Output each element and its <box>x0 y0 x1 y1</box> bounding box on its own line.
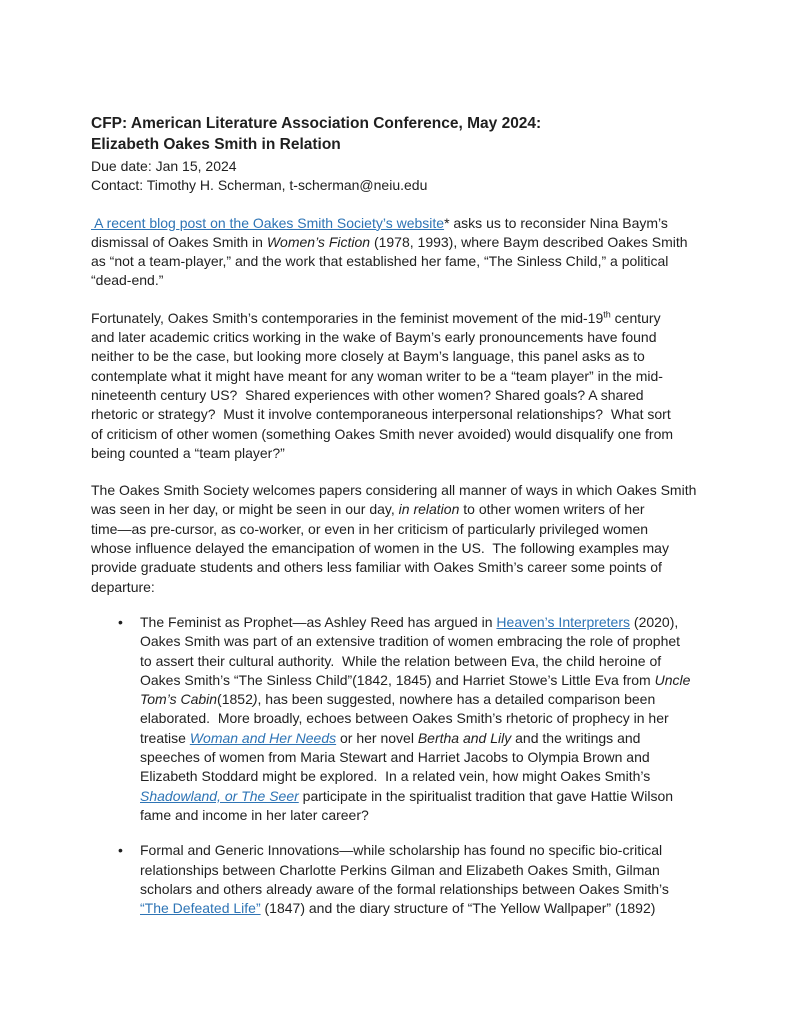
text-run: Oakes Smith’s “The Sinless Child”(1842, 1845) and Harriet Stowe’s Little Eva from <box>140 671 655 688</box>
text-run: Due date: Jan 15, 2024 <box>91 158 237 174</box>
hyperlink[interactable]: Shadowland, or The Seer <box>140 787 299 804</box>
text-run: The Oakes Smith Society welcomes papers considering all manner of ways in which Oakes Smith <box>91 482 697 499</box>
text-run: neither to be the case, but looking more closely at Baym’s language, this panel asks as to <box>91 348 645 365</box>
text-line <box>91 309 731 328</box>
text-run: century <box>610 309 661 326</box>
text-line <box>140 880 731 899</box>
text-line <box>91 134 731 155</box>
text-run: (1978, 1993), where Baym described Oakes Smith <box>370 233 688 250</box>
text-line <box>140 861 731 880</box>
text-run: as “not a team-player,” and the work that established her fame, “The Sinless Child,” a political <box>91 253 669 270</box>
text-run: Contact: Timothy H. Scherman, t-scherman@neiu.edu <box>91 177 428 194</box>
text-run: * asks us to reconsider Nina Baym’s <box>444 214 668 231</box>
text-run: or her novel <box>336 729 418 746</box>
text-run: Fortunately, Oakes Smith’s contemporaries in the feminist movement of the mid-19 <box>91 309 604 326</box>
text-run: in relation <box>398 501 460 518</box>
text-run: scholars and others already aware of the formal relationships between Oakes Smith’s <box>140 880 669 897</box>
bullet-icon: • <box>118 613 123 630</box>
text-line <box>91 405 731 424</box>
text-run: departure: <box>91 578 155 595</box>
hyperlink[interactable]: “The Defeated Life” <box>140 900 261 917</box>
text-run: to other women writers of her <box>459 501 645 518</box>
text-run: (1847) and the diary structure of “The Yellow Wallpaper” (1892) <box>260 900 656 917</box>
text-run: (2020), <box>630 613 679 630</box>
text-run: Formal and Generic Innovations—while scholarship has found no specific bio-critical <box>140 842 663 859</box>
text-line <box>91 425 731 444</box>
text-line <box>91 481 731 500</box>
text-run: of criticism of other women (something Oakes Smith never avoided) would disqualify one from <box>91 425 674 442</box>
text-line <box>91 367 731 386</box>
paragraph-block <box>91 309 731 463</box>
text-line <box>91 347 731 366</box>
text-run: time—as pre-cursor, as co-worker, or even in her criticism of particularly privileged women <box>91 520 649 537</box>
text-line <box>91 113 731 134</box>
text-run: Elizabeth Oakes Smith in Relation <box>91 136 341 153</box>
text-line <box>140 632 731 651</box>
text-run: Uncle <box>654 671 691 688</box>
text-line <box>140 787 731 806</box>
text-line <box>91 578 731 597</box>
text-line <box>91 558 731 577</box>
text-line <box>91 500 731 519</box>
text-run: Women’s Fiction <box>266 233 371 250</box>
document-body <box>91 113 731 918</box>
text-line <box>91 233 731 252</box>
bullet-content <box>140 841 731 918</box>
hyperlink[interactable]: A recent blog post on the Oakes Smith Society’s website <box>91 214 445 231</box>
text-run: provide graduate students and others less familiar with Oakes Smith’s career some points of <box>91 559 662 576</box>
text-run: and the writings and <box>511 729 641 746</box>
text-line <box>140 899 731 918</box>
page-title <box>91 113 731 155</box>
text-run: elaborated. More broadly, echoes between Oakes Smith’s rhetoric of prophecy in her <box>140 710 669 727</box>
paragraph-block <box>91 214 731 291</box>
text-run: th <box>603 309 611 320</box>
text-line <box>91 252 731 271</box>
text-run: dismissal of Oakes Smith in <box>91 233 267 250</box>
text-line <box>140 709 731 728</box>
text-line <box>91 214 731 233</box>
text-run: nineteenth century US? Shared experiences with other women? Shared goals? A shared <box>91 386 644 403</box>
text-run: participate in the spiritualist tradition that gave Hattie Wilson <box>298 787 674 804</box>
text-line <box>140 729 731 748</box>
text-run: CFP: American Literature Association Conference, May 2024: <box>91 115 542 132</box>
text-line <box>91 520 731 539</box>
text-line <box>91 271 731 290</box>
text-run: The Feminist as Prophet—as Ashley Reed has argued in <box>140 613 497 630</box>
text-line <box>140 806 731 825</box>
text-line <box>140 613 731 632</box>
text-run: to assert their cultural authority. While the relation between Eva, the child heroine of <box>140 652 662 669</box>
text-run: relationships between Charlotte Perkins Gilman and Elizabeth Oakes Smith, Gilman <box>140 861 660 878</box>
text-run: Elizabeth Stoddard might be explored. In a related vein, how might Oakes Smith’s <box>140 768 651 785</box>
text-run: “dead-end.” <box>91 272 164 289</box>
text-run: Bertha and Lily <box>417 729 512 746</box>
text-run: being counted a “team player?” <box>91 444 285 461</box>
text-line <box>91 386 731 405</box>
text-line <box>91 328 731 347</box>
text-run: ) <box>252 691 258 708</box>
text-run: fame and income in her later career? <box>140 806 369 823</box>
text-run: , has been suggested, nowhere has a detailed comparison been <box>257 691 656 708</box>
text-line <box>91 444 731 463</box>
text-line <box>140 767 731 786</box>
text-run: (1852 <box>217 691 253 708</box>
text-run: speeches of women from Maria Stewart and Harriet Jacobs to Olympia Brown and <box>140 749 650 766</box>
paragraph-block <box>91 481 731 597</box>
hyperlink[interactable]: Heaven’s Interpreters <box>496 613 631 630</box>
bullet-icon: • <box>118 842 123 859</box>
text-run: contemplate what it might have meant for any woman writer to be a “team player” in the mid- <box>91 367 663 384</box>
text-run: rhetoric or strategy? Must it involve contemporaneous interpersonal relationships? What sort <box>91 406 671 423</box>
hyperlink[interactable]: Woman and Her Needs <box>189 729 337 746</box>
text-line <box>140 841 731 860</box>
text-line <box>140 652 731 671</box>
text-run: and later academic critics working in the wake of Baym’s early pronouncements have found <box>91 329 657 346</box>
text-line <box>91 176 731 195</box>
text-line <box>91 539 731 558</box>
text-run: Tom’s Cabin <box>140 691 218 708</box>
text-line <box>140 671 731 690</box>
bullet-item <box>91 613 731 825</box>
text-line <box>140 748 731 767</box>
text-run: treatise <box>140 729 190 746</box>
bullet-content <box>140 613 731 825</box>
bullet-item <box>91 841 731 918</box>
text-run: was seen in her day, or might be seen in our day, <box>91 501 399 518</box>
text-run: whose influence delayed the emancipation of women in the US. The following examples may <box>91 540 669 557</box>
text-line <box>140 690 731 709</box>
text-run: Oakes Smith was part of an extensive tradition of women embracing the role of prophet <box>140 633 681 650</box>
text-line <box>91 157 731 176</box>
meta-block <box>91 157 731 196</box>
